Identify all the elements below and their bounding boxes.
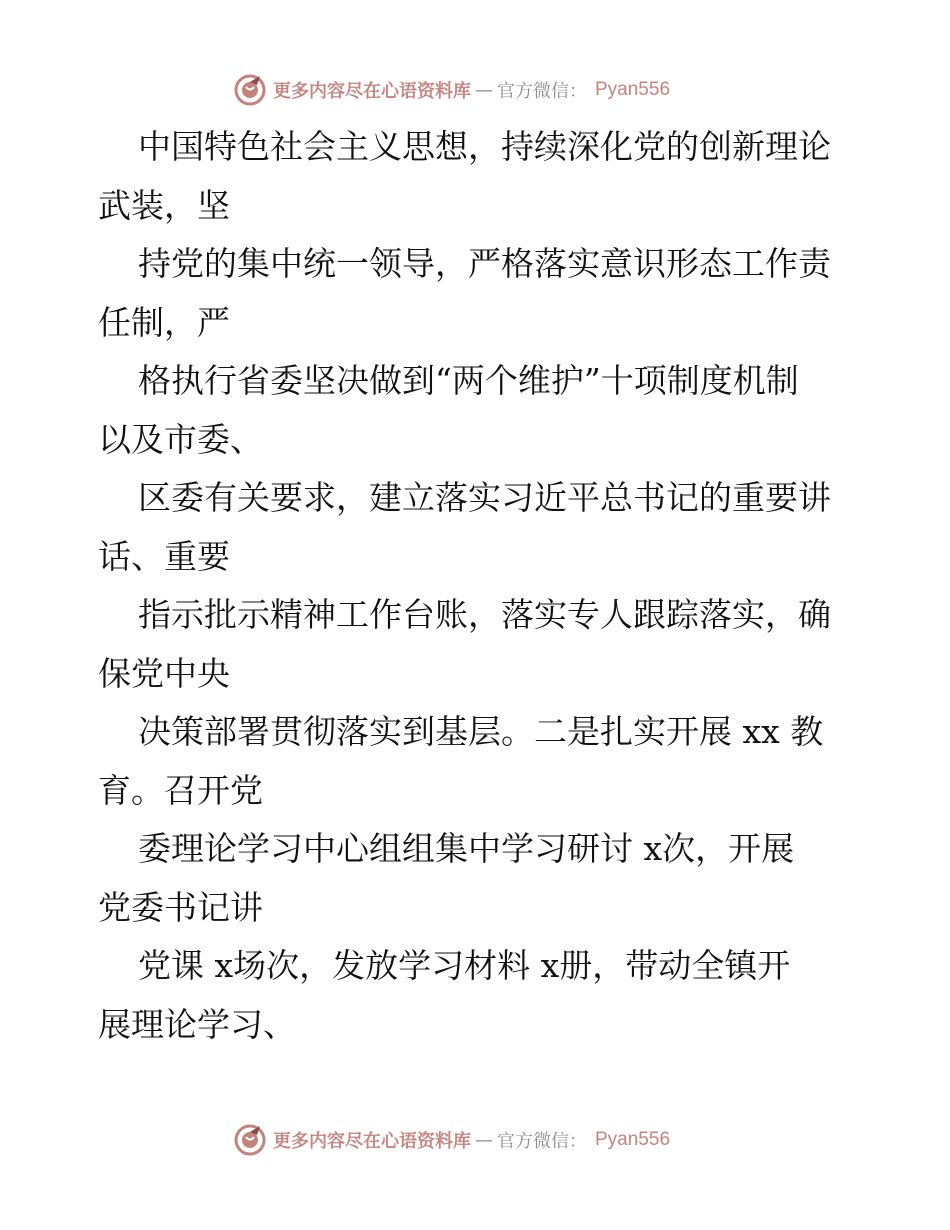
- body-line: 任制，严: [98, 302, 230, 342]
- footer-dash: —: [475, 1129, 493, 1151]
- body-line: 保党中央: [98, 653, 230, 693]
- body-line: 委理论学习中心组组集中学习研讨 x次，开展: [138, 829, 795, 868]
- body-line: 中国特色社会主义思想，持续深化党的创新理论: [138, 127, 831, 166]
- brand-logo-icon: [233, 73, 267, 107]
- footer-wechat-label: 官方微信：: [497, 1131, 587, 1152]
- body-line: 党课 x场次，发放学习材料 x册，带动全镇开: [138, 946, 791, 985]
- body-line: 展理论学习、: [98, 1004, 296, 1044]
- body-line: 育。召开党: [98, 770, 263, 810]
- header-wechat-label: 官方微信：: [497, 81, 587, 102]
- document-body: [98, 118, 878, 1054]
- brand-logo-icon: [233, 1123, 267, 1157]
- body-line: 武装，坚: [98, 185, 230, 225]
- footer-watermark: [233, 1120, 670, 1160]
- body-line: 话、重要: [98, 536, 230, 576]
- body-line: 区委有关要求，建立落实习近平总书记的重要讲: [138, 478, 831, 517]
- footer-wechat-id: Pyan556: [595, 1129, 671, 1150]
- header-watermark: [233, 70, 670, 110]
- header-dash: —: [475, 79, 493, 101]
- body-line: 党委书记讲: [98, 887, 263, 927]
- header-site-text: 更多内容尽在心语资料库: [273, 81, 471, 102]
- body-line: 持党的集中统一领导，严格落实意识形态工作责: [138, 244, 831, 283]
- body-line: 格执行省委坚决做到“两个维护”十项制度机制: [138, 361, 799, 400]
- body-line: 指示批示精神工作台账，落实专人跟踪落实，确: [138, 595, 831, 634]
- body-line: 以及市委、: [98, 419, 263, 459]
- header-wechat-id: Pyan556: [595, 79, 671, 100]
- footer-site-text: 更多内容尽在心语资料库: [273, 1131, 471, 1152]
- body-line: 决策部署贯彻落实到基层。二是扎实开展 xx 教: [138, 712, 824, 751]
